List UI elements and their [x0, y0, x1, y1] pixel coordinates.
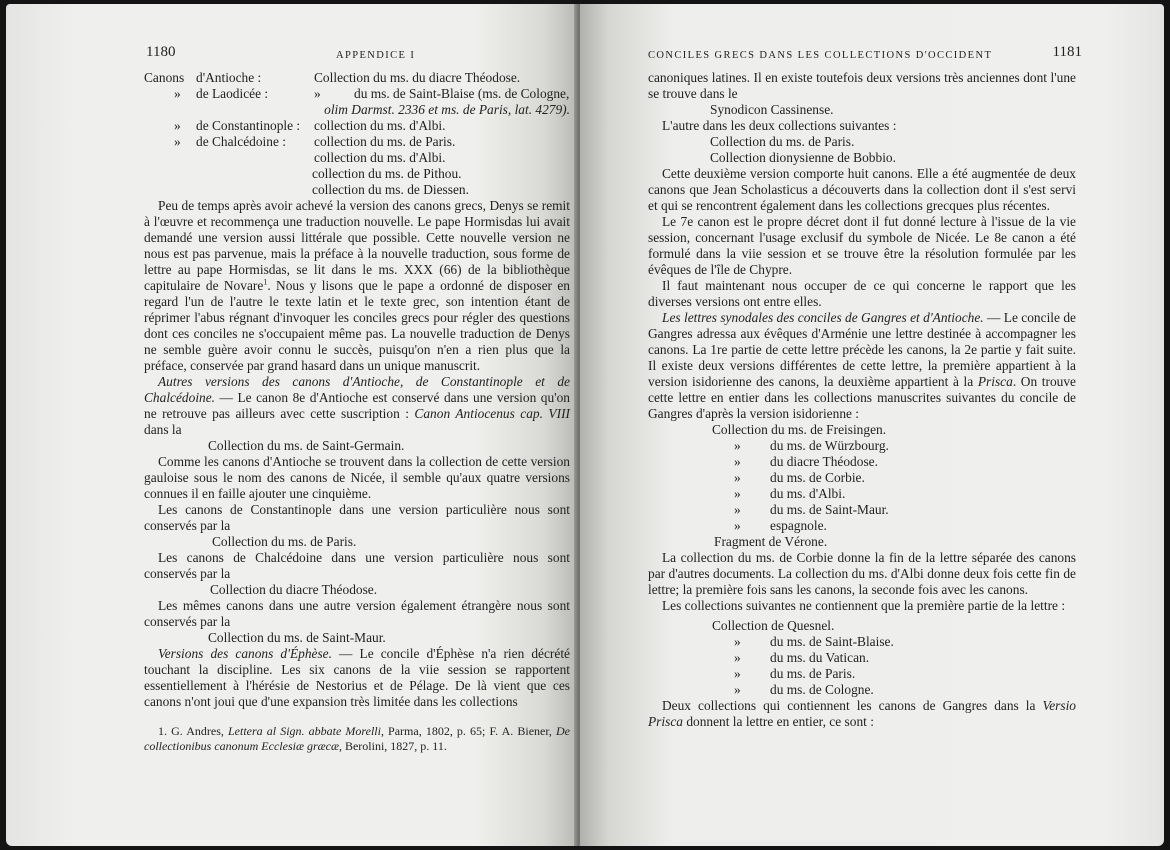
canon-row — [144, 118, 570, 134]
list-item: » du ms. de Würzbourg. — [734, 438, 889, 453]
canon-cell: » — [174, 118, 181, 133]
collection-list-premiere-partie — [648, 618, 1076, 698]
list-item: Fragment de Vérone. — [714, 534, 828, 549]
paragraph-gauloise: Comme les canons d'Antioche se trouvent dans la collection de cette version gauloise sous le nom des canons de Nicée, il semble qu'aux quatre versions connues il en faille ajouter une cinquième. — [144, 454, 570, 501]
paragraph-rapport: Il faut maintenant nous occuper de ce qui concerne le rapport que les diverses versions ont entre elles. — [648, 278, 1076, 309]
list-item: » du ms. de Cologne. — [734, 682, 874, 697]
canon-cell: collection du ms. de Paris. — [314, 134, 456, 149]
canon-cell: Canons — [144, 70, 185, 85]
canon-cell: olim Darmst. 2336 et ms. de Paris, lat. 4279). — [324, 102, 570, 117]
collection-list-isidorienne — [648, 422, 1076, 550]
canon-row — [144, 102, 570, 118]
paragraph-corbie: La collection du ms. de Corbie donne la fin de la lettre séparée des canons par d'autres documents. La collection du ms. d'Albi donne deux fois cette fin de lettre; la première fois sans les canons, la seconde fois avec les canons. — [648, 550, 1076, 597]
canon-cell: d'Antioche : — [196, 70, 262, 85]
paragraph-autre: L'autre dans les deux collections suivantes : — [662, 118, 897, 133]
canon-cell: collection du ms. d'Albi. — [314, 150, 446, 165]
paragraph-open: canoniques latines. Il en existe toutefois deux versions très anciennes dont l'une se trouve dans le — [648, 70, 1076, 101]
paragraph-constantinople: Les canons de Constantinople dans une version particulière nous sont conservés par la — [144, 502, 570, 533]
canon-row — [144, 166, 570, 182]
left-page — [6, 4, 578, 846]
list-item: Collection du ms. de Freisingen. — [712, 422, 887, 437]
paragraph-premiere-partie: Les collections suivantes ne contiennent que la première partie de la lettre : — [662, 598, 1066, 613]
paragraph-versio-prisca: Deux collections qui contiennent les canons de Gangres dans la Versio Prisca donnent la lettre en entier, ce sont : — [648, 698, 1076, 729]
canon-cell: Collection du ms. du diacre Théodose. — [314, 70, 521, 85]
list-item: » espagnole. — [734, 518, 827, 533]
right-page-number: 1181 — [1052, 44, 1082, 60]
canon-cell: » — [174, 86, 181, 101]
paragraph-denys: Peu de temps après avoir achevé la version des canons grecs, Denys se remit à l'œuvre et recommença une traduction nouvelle. Le pape Hormisdas lui avait demandé une version aussi littérale que possible. Cette nouvelle version ne nous est pas parvenue, mais la préface à la nouvelle traduction, sous forme de lettre au pape Hormisdas, se lit dans le ms. XXX (66) de la bibliothèque capitulaire de Novare$^1$. Nous y lisons que le pape a ordonné de disposer en regard l'un de l'autre le texte latin et le texte grec, son intention étant de réprimer l'abus régnant d'invoquer les conciles grecs pour régler des questions dont ces conciles ne s'occupaient même pas. La nouvelle traduction de Denys ne semble guère avoir connu le succès, puisqu'on n'en a rien plus que la préface, conservée par grand hasard dans un unique manuscrit. — [144, 198, 571, 373]
left-page-number: 1180 — [146, 44, 176, 60]
list-item: » du ms. d'Albi. — [734, 486, 846, 501]
collection-line: Synodicon Cassinense. — [710, 102, 834, 117]
section-title: Versions des canons d'Éphèse. — [158, 646, 332, 661]
right-running-head — [648, 44, 1082, 66]
canon-cell: de Chalcédoine : — [196, 134, 286, 149]
paragraph-7e-canon: Le 7e canon est le propre décret dont il fut donné lecture à l'issue de la vie session, concernant l'usage exclusif du symbole de Nicée. Le 8e canon a été formulé dans la viie session et se trouve être la résolution formulée par les évêques de l'île de Chypre. — [648, 214, 1076, 277]
book-spread — [6, 4, 1164, 846]
right-text-column — [648, 44, 1082, 730]
list-item: » du ms. de Corbie. — [734, 470, 865, 485]
canon-cell: collection du ms. de Diessen. — [312, 182, 469, 197]
canon-row — [144, 70, 570, 86]
paragraph-ephese: Versions des canons d'Éphèse. — Le concile d'Éphèse n'a rien décrété touchant la discipline. Les six canons de la viie session se rapportent essentiellement à l'hérésie de Nestorius et de Pélage. De là vient que ces canons n'ont joui que d'une expansion très limitée dans les collections — [144, 646, 570, 709]
paragraph-autres-versions: Autres versions des canons d'Antioche, de Constantinople et de Chalcédoine. — Le canon 8e d'Antioche est conservé dans une version qu'on ne retrouve pas ailleurs avec cette suscription : Canon Antiocenus cap. VIII dans la — [144, 374, 570, 437]
canon-cell: collection du ms. d'Albi. — [314, 118, 446, 133]
footnote: 1. G. Andres, Lettera al Sign. abbate Morelli, Parma, 1802, p. 65; F. A. Biener, De collectionibus canonum Ecclesiæ græcæ, Berolini, 1827, p. 11. — [144, 724, 570, 753]
left-running-title: APPENDICE I — [336, 50, 416, 61]
paragraph-chalcedoine: Les canons de Chalcédoine dans une version particulière nous sont conservés par la — [144, 550, 570, 581]
collection-line: Collection du ms. de Paris. — [710, 134, 855, 149]
list-item: » du ms. de Saint-Blaise. — [734, 634, 894, 649]
canon-row — [144, 134, 570, 150]
canon-cell: du ms. de Saint-Blaise (ms. de Cologne, — [354, 86, 570, 101]
list-item: » du ms. de Saint-Maur. — [734, 502, 889, 517]
canon-table — [144, 70, 570, 198]
footnote-ref: 1 — [263, 277, 268, 287]
section-title: Les lettres synodales des conciles de Gangres et d'Antioche. — [662, 310, 984, 325]
canon-cell: collection du ms. de Pithou. — [312, 166, 462, 181]
collection-line: Collection du ms. de Saint-Maur. — [208, 630, 386, 645]
canon-row — [144, 86, 570, 102]
collection-line: Collection dionysienne de Bobbio. — [710, 150, 896, 165]
collection-line: Collection du ms. de Saint-Germain. — [208, 438, 405, 453]
right-page — [580, 4, 1164, 846]
left-text-column — [144, 46, 570, 754]
collection-line: Collection du diacre Théodose. — [210, 582, 378, 597]
list-item: » du ms. du Vatican. — [734, 650, 870, 665]
left-running-head — [144, 46, 570, 66]
list-item: » du ms. de Paris. — [734, 666, 856, 681]
canon-cell: » — [174, 134, 181, 149]
collection-line: Collection du ms. de Paris. — [212, 534, 357, 549]
section-title: Autres versions des canons d'Antioche, de Constantinople et de Chalcédoine. — [144, 374, 570, 405]
paragraph-memes-canons: Les mêmes canons dans une autre version également étrangère nous sont conservés par la — [144, 598, 570, 629]
list-item: » du diacre Théodose. — [734, 454, 878, 469]
paragraph-lettres-synodales: Les lettres synodales des conciles de Gangres et d'Antioche. — Le concile de Gangres adressa aux évêques d'Arménie une lettre destinée à accompagner les canons. La 1re partie de cette lettre précède les canons, la 2e partie y fait suite. Il existe deux versions différentes de cette lettre, la première appartient à la version isidorienne des canons, la deuxième appartient à la Prisca. On trouve cette lettre en entier dans les collections manuscrites suivantes du concile de Gangres d'après la version isidorienne : — [648, 310, 1076, 421]
canon-row — [144, 182, 570, 198]
canon-cell: » — [314, 86, 321, 101]
canon-row — [144, 150, 570, 166]
right-running-title: CONCILES GRECS DANS LES COLLECTIONS D'OCCIDENT — [648, 50, 993, 61]
list-item: Collection de Quesnel. — [712, 618, 835, 633]
paragraph-huit-canons: Cette deuxième version comporte huit canons. Elle a été augmentée de deux canons que Jean Scholasticus a découverts dans la collection dont il s'est servi et qui se rencontrent également dans les collections grecques plus récentes. — [648, 166, 1076, 213]
canon-cell: de Constantinople : — [196, 118, 301, 133]
canon-cell: de Laodicée : — [196, 86, 269, 101]
